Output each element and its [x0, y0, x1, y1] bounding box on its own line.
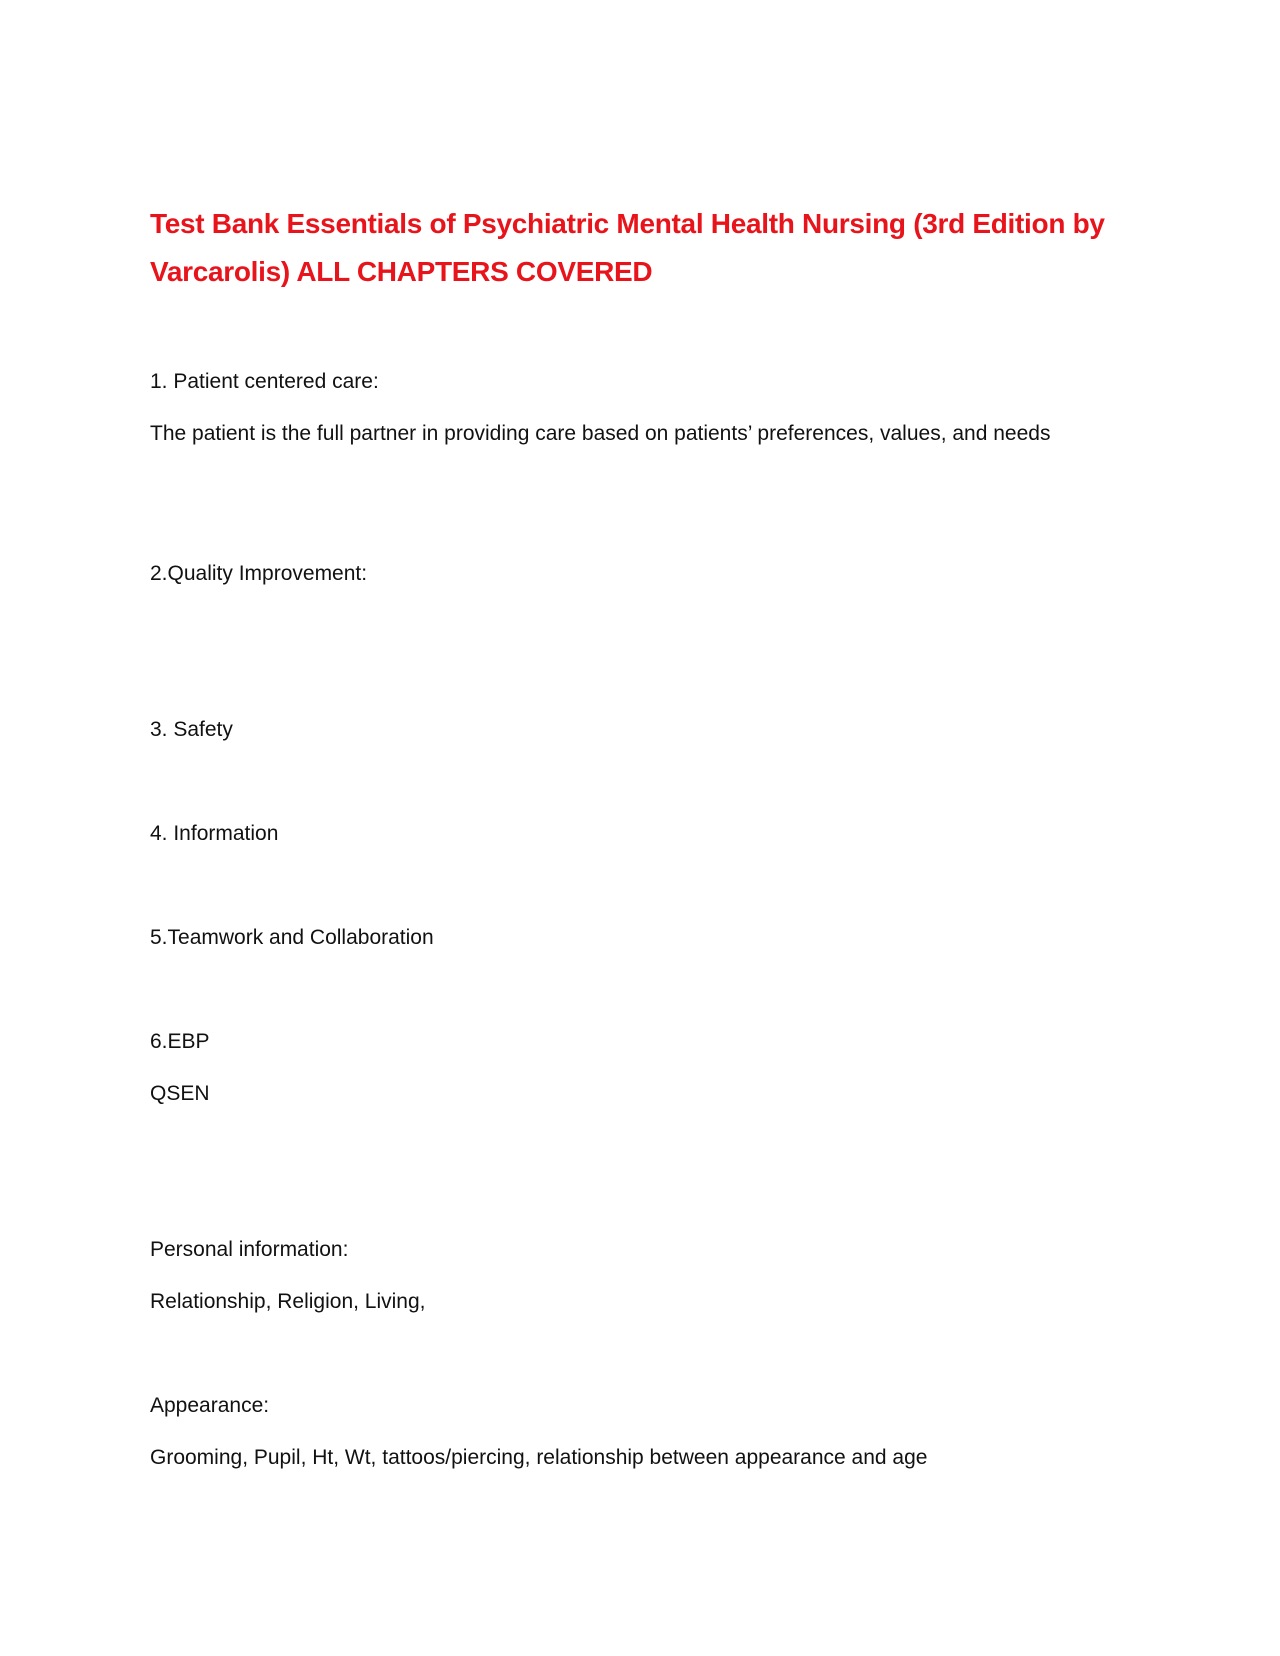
item-patient-centered-care-description — [150, 416, 1110, 452]
item-heading: 4. Information — [150, 822, 279, 845]
document-title: Test Bank Essentials of Psychiatric Mental Health Nursing (3rd Edition by Varcarolis) ALL CHAPTERS COVERED — [150, 208, 1105, 287]
item-information — [150, 816, 1110, 852]
item-body: The patient is the full partner in providing care based on patients’ preferences, values, and needs — [150, 422, 1051, 445]
item-heading: 2.Quality Improvement: — [150, 562, 368, 585]
item-appearance-description — [150, 1440, 1110, 1476]
item-personal-information — [150, 1232, 1110, 1268]
item-heading: Personal information: — [150, 1238, 349, 1261]
item-heading: 6.EBP — [150, 1030, 210, 1053]
item-body: Grooming, Pupil, Ht, Wt, tattoos/piercing, relationship between appearance and age — [150, 1446, 928, 1469]
item-heading: 1. Patient centered care: — [150, 370, 379, 393]
item-heading: 5.Teamwork and Collaboration — [150, 926, 434, 949]
item-teamwork — [150, 920, 1110, 956]
title-block — [150, 200, 1110, 296]
item-appearance — [150, 1388, 1110, 1424]
item-heading: 3. Safety — [150, 718, 233, 741]
item-qsen — [150, 1076, 1110, 1112]
item-personal-information-description — [150, 1284, 1110, 1320]
item-ebp — [150, 1024, 1110, 1060]
item-quality-improvement — [150, 556, 1110, 592]
item-safety — [150, 712, 1110, 748]
item-patient-centered-care — [150, 364, 1110, 400]
item-heading: Appearance: — [150, 1394, 270, 1417]
item-body: QSEN — [150, 1082, 210, 1105]
item-body: Relationship, Religion, Living, — [150, 1290, 426, 1313]
